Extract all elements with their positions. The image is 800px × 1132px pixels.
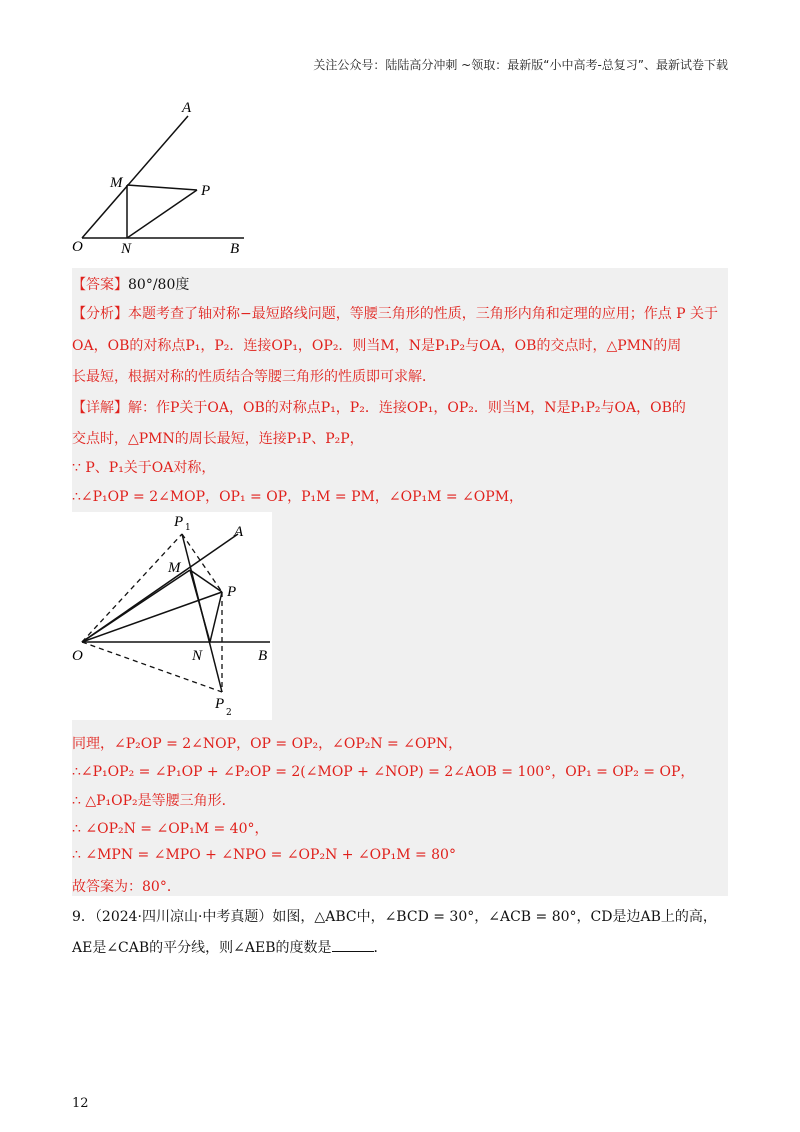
figure-reflection	[72, 512, 272, 720]
analysis-line-3: 长最短，根据对称的性质结合等腰三角形的性质即可求解．	[72, 369, 436, 385]
detail-line-2: 交点时，△PMN的周长最短，连接P₁P、P₂P，	[72, 431, 364, 447]
label-p1-sub: 1	[185, 523, 191, 533]
answer-value: 80°/80度	[128, 277, 190, 293]
label-b2: B	[258, 648, 268, 664]
label-b: B	[230, 241, 240, 257]
label-p: P	[201, 183, 211, 199]
detail2-line-6: 故答案为：80°．	[72, 879, 181, 895]
figure-angle-aob	[72, 96, 262, 262]
page-number: 12	[72, 1096, 89, 1111]
page-header: 关注公众号：陆陆高分冲刺 ~领取：最新版“小中高考-总复习”、最新试卷下载	[313, 58, 728, 72]
label-p2-point: P	[227, 584, 237, 600]
detail2-line-4: ∴ ∠OP₂N = ∠OP₁M = 40°，	[72, 821, 269, 837]
label-n: N	[121, 241, 132, 257]
detail2-line-2: ∴∠P₁OP₂ = ∠P₁OP + ∠P₂OP = 2(∠MOP + ∠NOP) = 2∠AOB = 100°，OP₁ = OP₂ = OP，	[72, 764, 695, 780]
answer-blank	[332, 939, 374, 952]
question9-line-2: AE是∠CAB的平分线，则∠AEB的度数是 ．	[72, 940, 388, 956]
detail-line-4: ∴∠P₁OP = 2∠MOP，OP₁ = OP，P₁M = PM，∠OP₁M = ∠OPM，	[72, 489, 524, 505]
detail2-line-3: ∴ △P₁OP₂是等腰三角形．	[72, 793, 236, 809]
analysis-line-2: OA，OB的对称点P₁，P₂．连接OP₁，OP₂．则当M，N是P₁P₂与OA，OB的交点时，△PMN的周	[72, 338, 682, 354]
label-p2: P	[215, 696, 225, 712]
label-n2: N	[192, 648, 203, 664]
detail2-line-5: ∴ ∠MPN = ∠MPO + ∠NPO = ∠OP₂N + ∠OP₁M = 80°	[72, 847, 456, 863]
question9-line-1: 9．（2024·四川凉山·中考真题）如图，△ABC中，∠BCD = 30°，∠ACB = 80°，CD是边AB上的高，	[72, 909, 717, 925]
label-a: A	[182, 100, 192, 116]
label-a2: A	[234, 524, 244, 540]
label-m: M	[110, 175, 123, 191]
label-p2-sub: 2	[226, 708, 232, 718]
detail-tag: 【详解】	[72, 400, 128, 416]
detail2-line-1: 同理，∠P₂OP = 2∠NOP，OP = OP₂，∠OP₂N = ∠OPN，	[72, 736, 463, 752]
label-o: O	[72, 239, 83, 255]
analysis-tag: 【分析】	[72, 306, 128, 322]
label-m2: M	[168, 560, 181, 576]
label-p1: P	[174, 514, 184, 530]
detail-line-3: ∵ P、P₁关于OA对称，	[72, 460, 216, 476]
detail-line-1: 【详解】解：作P关于OA，OB的对称点P₁，P₂．连接OP₁，OP₂．则当M，N是P₁P₂与OA，OB的	[72, 400, 686, 416]
label-o2: O	[72, 648, 83, 664]
answer-line	[72, 274, 189, 294]
analysis-line-1: 【分析】本题考查了轴对称−最短路线问题，等腰三角形的性质，三角形内角和定理的应用；作点 P 关于	[72, 306, 719, 322]
answer-tag: 【答案】	[72, 277, 128, 293]
